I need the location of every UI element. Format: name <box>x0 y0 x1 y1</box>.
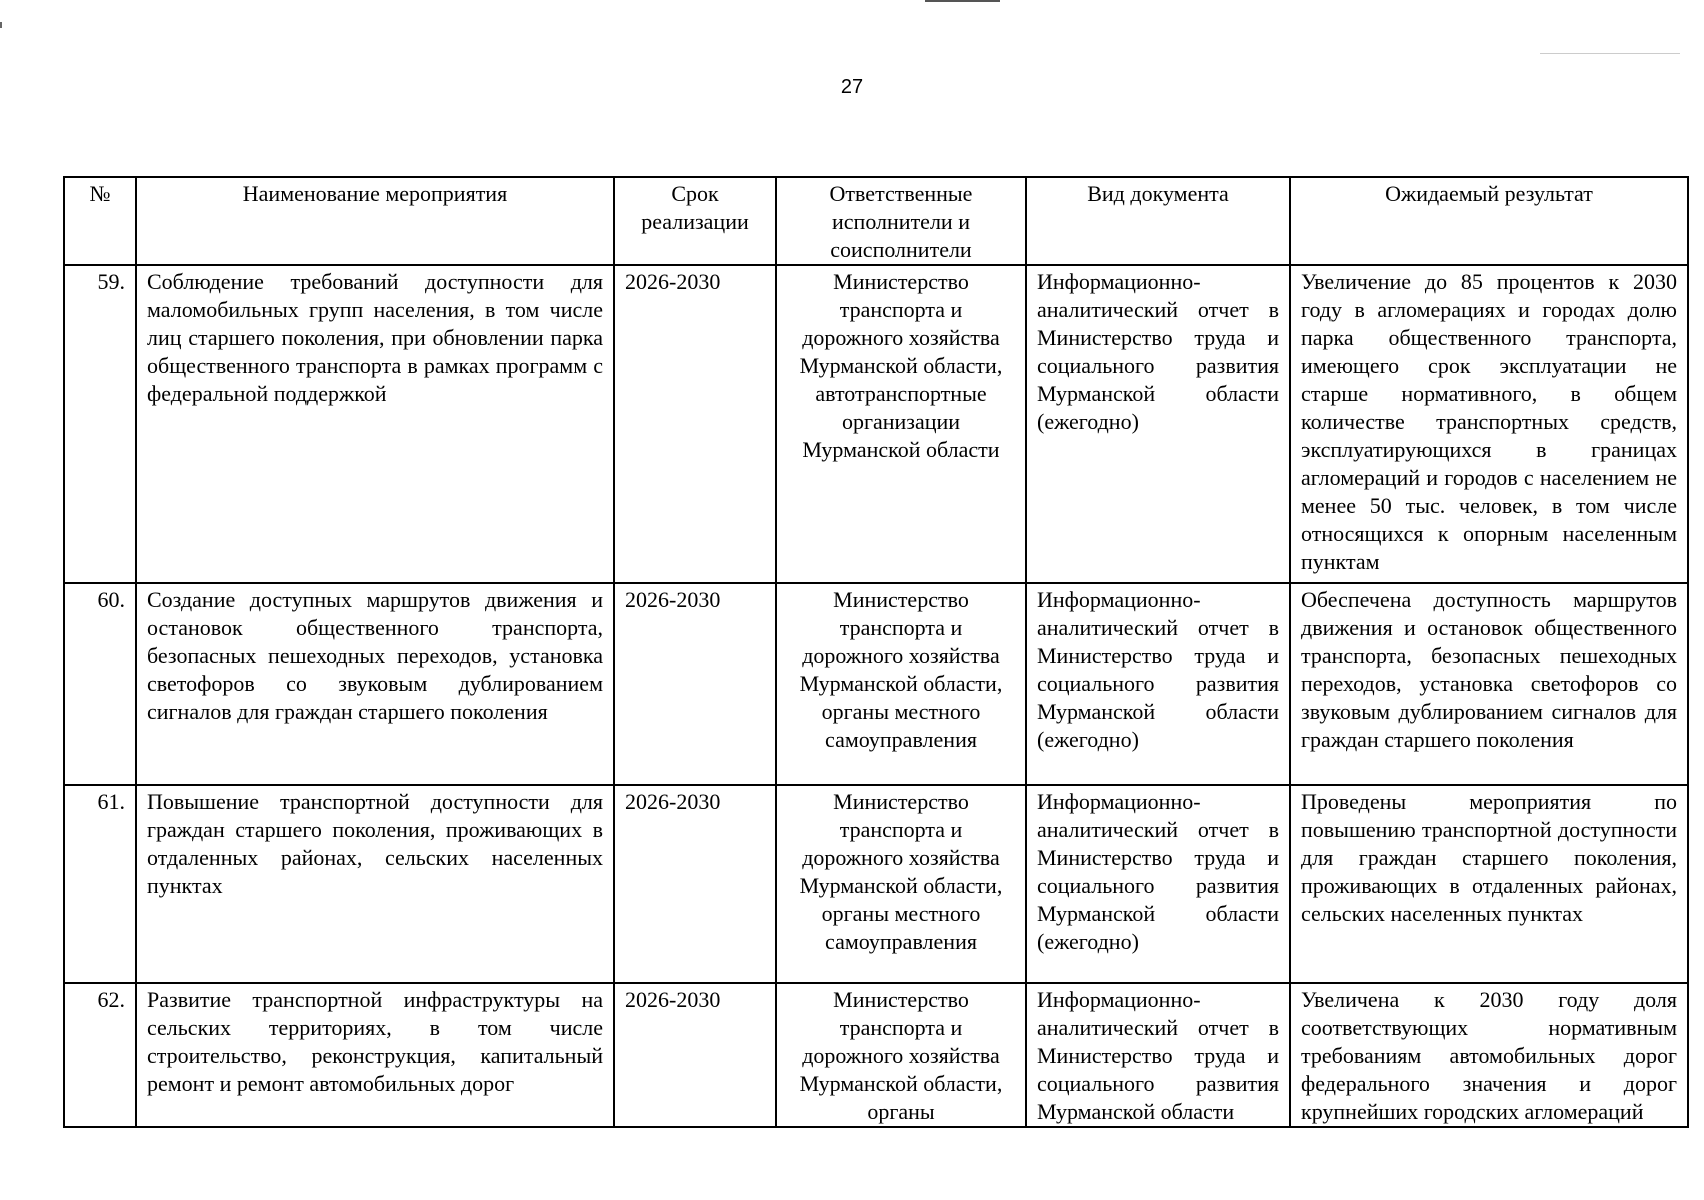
row-number: 61. <box>64 785 136 983</box>
row-number: 62. <box>64 983 136 1127</box>
page-number: 27 <box>840 76 864 98</box>
measure-name: Создание доступных маршрутов движения и остановок общественного транспорта, безопасных пешеходных переходов, установка светофоров со звуковым дублированием сигналов для граждан старшего поколения <box>136 583 614 785</box>
implementation-term: 2026-2030 <box>614 265 776 583</box>
header-term: Срок реализации <box>614 177 776 265</box>
responsible-executors: Министерство транспорта и дорожного хозяйства Мурманской области, органы местного самоуправления <box>776 785 1026 983</box>
table-row <box>64 785 1688 983</box>
responsible-executors: Министерство транспорта и дорожного хозяйства Мурманской области, органы <box>776 983 1026 1127</box>
implementation-term: 2026-2030 <box>614 983 776 1127</box>
header-num: № <box>64 177 136 265</box>
scan-line <box>1540 53 1680 54</box>
table-row <box>64 265 1688 583</box>
measure-name: Развитие транспортной инфраструктуры на сельских территориях, в том числе строительство, реконструкция, капитальный ремонт и ремонт автомобильных дорог <box>136 983 614 1127</box>
document-type: Информационно-аналитический отчет в Министерство труда и социального развития Мурманской области (ежегодно) <box>1026 583 1290 785</box>
table-row <box>64 583 1688 785</box>
expected-result: Увеличена к 2030 году доля соответствующих нормативным требованиям автомобильных дорог федерального значения и дорог крупнейших городских агломераций <box>1290 983 1688 1127</box>
header-result: Ожидаемый результат <box>1290 177 1688 265</box>
measures-table <box>63 176 1689 1128</box>
row-number: 60. <box>64 583 136 785</box>
expected-result: Обеспечена доступность маршрутов движения и остановок общественного транспорта, безопасных пешеходных переходов, установка светофоров со звуковым дублированием сигналов для граждан старшего поколения <box>1290 583 1688 785</box>
document-type: Информационно-аналитический отчет в Министерство труда и социального развития Мурманской области (ежегодно) <box>1026 785 1290 983</box>
table-header-row <box>64 177 1688 265</box>
header-doc-type: Вид документа <box>1026 177 1290 265</box>
header-executors: Ответственные исполнители и соисполнители <box>776 177 1026 265</box>
measure-name: Соблюдение требований доступности для маломобильных групп населения, в том числе лиц старшего поколения, при обновлении парка общественного транспорта в рамках программ с федеральной поддержкой <box>136 265 614 583</box>
document-type: Информационно-аналитический отчет в Министерство труда и социального развития Мурманской области (ежегодно) <box>1026 265 1290 583</box>
document-type: Информационно-аналитический отчет в Министерство труда и социального развития Мурманской области <box>1026 983 1290 1127</box>
measure-name: Повышение транспортной доступности для граждан старшего поколения, проживающих в отдаленных районах, сельских населенных пунктах <box>136 785 614 983</box>
left-scan-mark <box>0 22 2 28</box>
responsible-executors: Министерство транспорта и дорожного хозяйства Мурманской области, автотранспортные организации Мурманской области <box>776 265 1026 583</box>
responsible-executors: Министерство транспорта и дорожного хозяйства Мурманской области, органы местного самоуправления <box>776 583 1026 785</box>
expected-result: Увеличение до 85 процентов к 2030 году в агломерациях и городах долю парка общественного транспорта, имеющего срок эксплуатации не старше нормативного, в общем количестве транспортных средств, эксплуатирующихся в границах агломераций и городов с населением не менее 50 тыс. человек, в том числе относящихся к опорным населенным пунктам <box>1290 265 1688 583</box>
implementation-term: 2026-2030 <box>614 583 776 785</box>
table-row <box>64 983 1688 1127</box>
expected-result: Проведены мероприятия по повышению транспортной доступности для граждан старшего поколения, проживающих в отдаленных районах, сельских населенных пунктах <box>1290 785 1688 983</box>
top-scan-mark <box>925 0 1000 2</box>
implementation-term: 2026-2030 <box>614 785 776 983</box>
row-number: 59. <box>64 265 136 583</box>
header-name: Наименование мероприятия <box>136 177 614 265</box>
